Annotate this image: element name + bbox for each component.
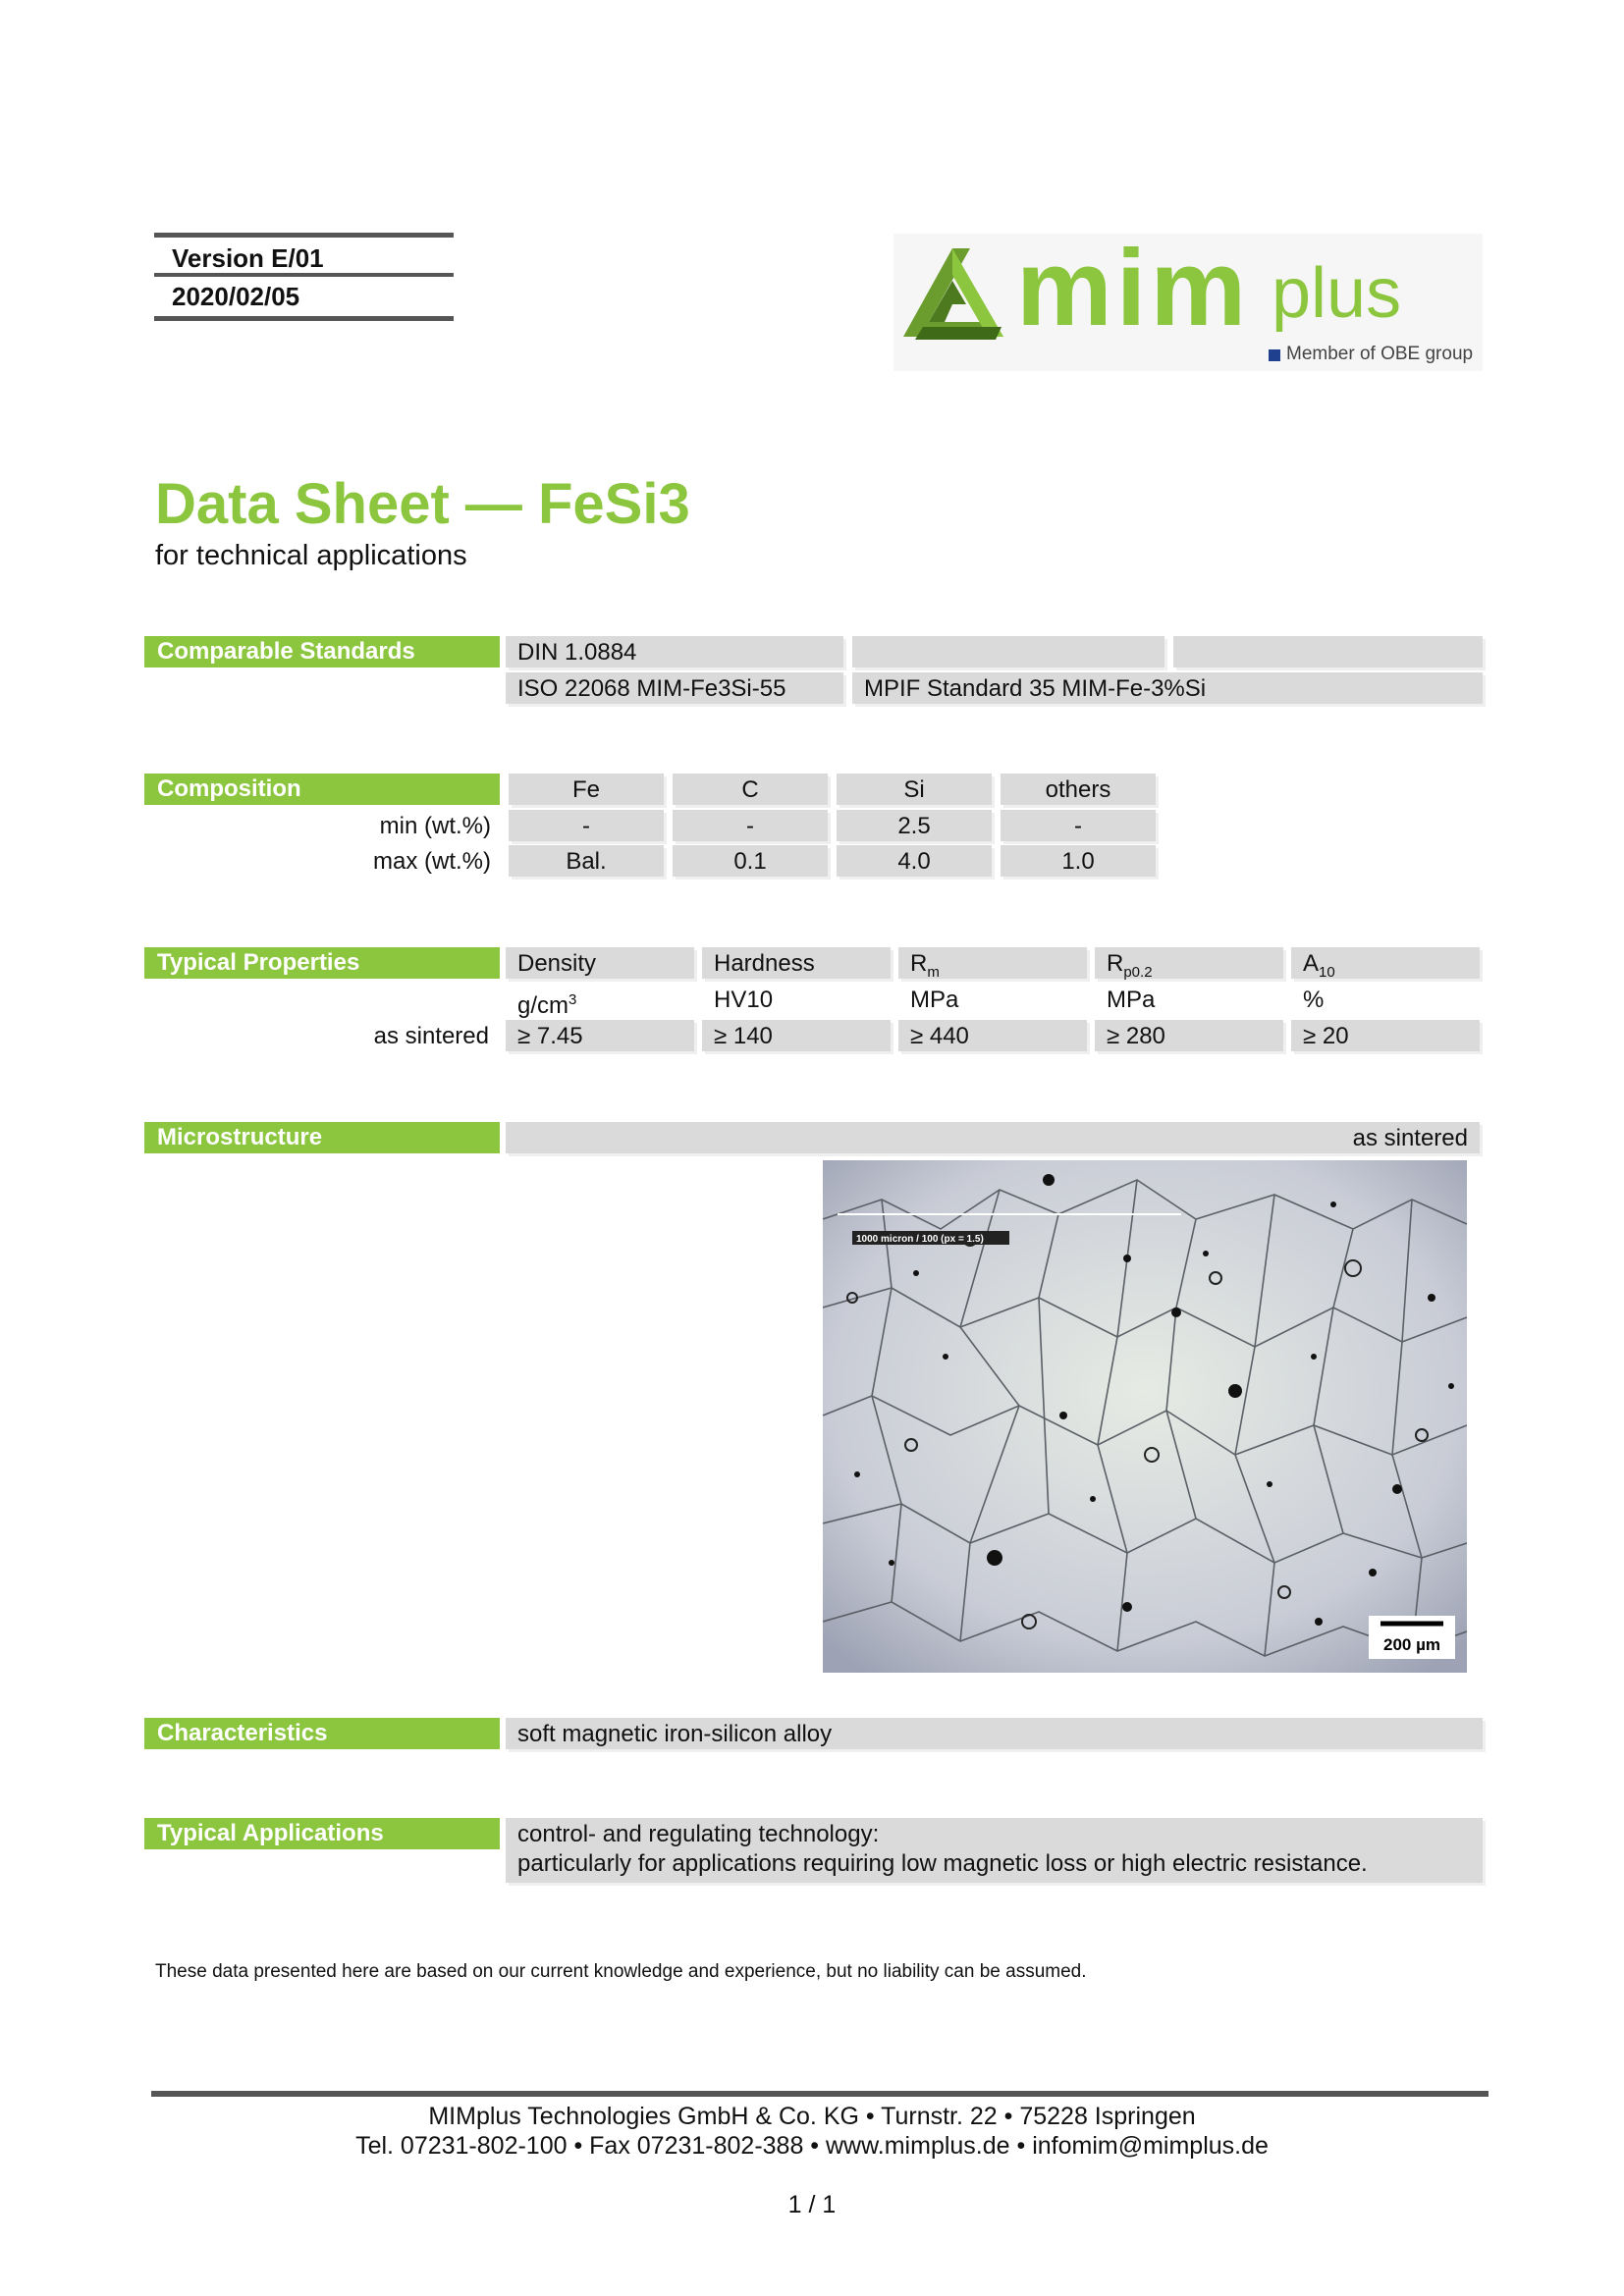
- property-value-a10: ≥ 20: [1291, 1020, 1480, 1051]
- property-value-rm: ≥ 440: [898, 1020, 1087, 1051]
- microstructure-image: [823, 1160, 1467, 1673]
- standard-iso: ISO 22068 MIM-Fe3Si-55: [506, 672, 843, 704]
- page-title: Data Sheet — FeSi3: [155, 472, 690, 536]
- composition-max-c: 0.1: [673, 845, 828, 877]
- section-label-applications: Typical Applications: [144, 1818, 500, 1849]
- version-rule-top: [154, 233, 454, 238]
- property-unit-rp02: MPa: [1107, 987, 1156, 1013]
- version-date: 2020/02/05: [172, 282, 300, 311]
- applications-line-2: particularly for applications requiring low magnetic loss or high electric resistance.: [517, 1850, 1368, 1877]
- version-label: Version E/01: [172, 243, 324, 273]
- composition-min-label: min (wt.%): [379, 813, 491, 839]
- composition-min-fe: -: [509, 810, 664, 841]
- composition-max-si: 4.0: [837, 845, 992, 877]
- micrograph-caption: 1000 micron / 100 (px = 1.5): [856, 1234, 984, 1245]
- logo-tagline: Member of OBE group: [1286, 344, 1474, 364]
- composition-max-label: max (wt.%): [373, 848, 491, 875]
- micrograph-icon: [823, 1160, 1467, 1673]
- property-value-rp02: ≥ 280: [1095, 1020, 1283, 1051]
- footer-contact: Tel. 07231-802-100 • Fax 07231-802-388 • www.mimplus.de • infomim@mimplus.de: [355, 2132, 1269, 2160]
- property-value-density: ≥ 7.45: [506, 1020, 694, 1051]
- composition-min-si: 2.5: [837, 810, 992, 841]
- standard-empty-1: [852, 636, 1164, 667]
- property-unit-density: $g/cm^3$: [517, 991, 577, 1019]
- scale-bar-label: 200 µm: [1383, 1635, 1440, 1654]
- property-unit-a10: %: [1303, 987, 1325, 1013]
- composition-header-c: C: [673, 774, 828, 805]
- applications-box: [506, 1818, 1483, 1883]
- company-logo: [893, 228, 1483, 371]
- footer-rule: [151, 2091, 1489, 2097]
- section-label-microstructure: Microstructure: [144, 1122, 500, 1153]
- logo-brand-suffix: plus: [1272, 254, 1402, 333]
- standard-empty-2: [1173, 636, 1483, 667]
- version-rule-bottom: [154, 316, 454, 321]
- composition-header-others: others: [1001, 774, 1156, 805]
- composition-header-si: Si: [837, 774, 992, 805]
- microstructure-condition: as sintered: [506, 1122, 1480, 1153]
- composition-min-c: -: [673, 810, 828, 841]
- applications-line-1: control- and regulating technology:: [517, 1821, 880, 1847]
- property-header-rp02: $R_{p0.2}$: [1095, 947, 1283, 979]
- property-row-label: as sintered: [373, 1023, 489, 1049]
- section-label-composition: Composition: [144, 774, 500, 805]
- footer-address: MIMplus Technologies GmbH & Co. KG • Turnstr. 22 • 75228 Ispringen: [428, 2103, 1196, 2130]
- section-label-standards: Comparable Standards: [144, 636, 500, 667]
- characteristics-text: soft magnetic iron-silicon alloy: [506, 1718, 1483, 1749]
- property-header-hardness: Hardness: [702, 947, 891, 979]
- property-value-hardness: ≥ 140: [702, 1020, 891, 1051]
- property-header-a10: $A_{10}$: [1291, 947, 1480, 979]
- standard-din: DIN 1.0884: [506, 636, 843, 667]
- composition-header-fe: Fe: [509, 774, 664, 805]
- property-header-rm: $R_m$: [898, 947, 1087, 979]
- section-label-characteristics: Characteristics: [144, 1718, 500, 1749]
- page-number: 1 / 1: [787, 2191, 837, 2218]
- section-label-properties: Typical Properties: [144, 947, 500, 979]
- property-unit-rm: MPa: [910, 987, 959, 1013]
- logo-brand-main: mim: [1016, 228, 1251, 348]
- property-unit-hardness: HV10: [714, 987, 774, 1013]
- disclaimer: These data presented here are based on our current knowledge and experience, but no liability can be assumed.: [155, 1961, 1087, 1982]
- composition-min-others: -: [1001, 810, 1156, 841]
- logo-square-icon: [1269, 349, 1280, 361]
- composition-max-others: 1.0: [1001, 845, 1156, 877]
- standard-mpif: MPIF Standard 35 MIM-Fe-3%Si: [852, 672, 1483, 704]
- composition-max-fe: Bal.: [509, 845, 664, 877]
- property-header-density: Density: [506, 947, 694, 979]
- page-subtitle: for technical applications: [155, 540, 467, 571]
